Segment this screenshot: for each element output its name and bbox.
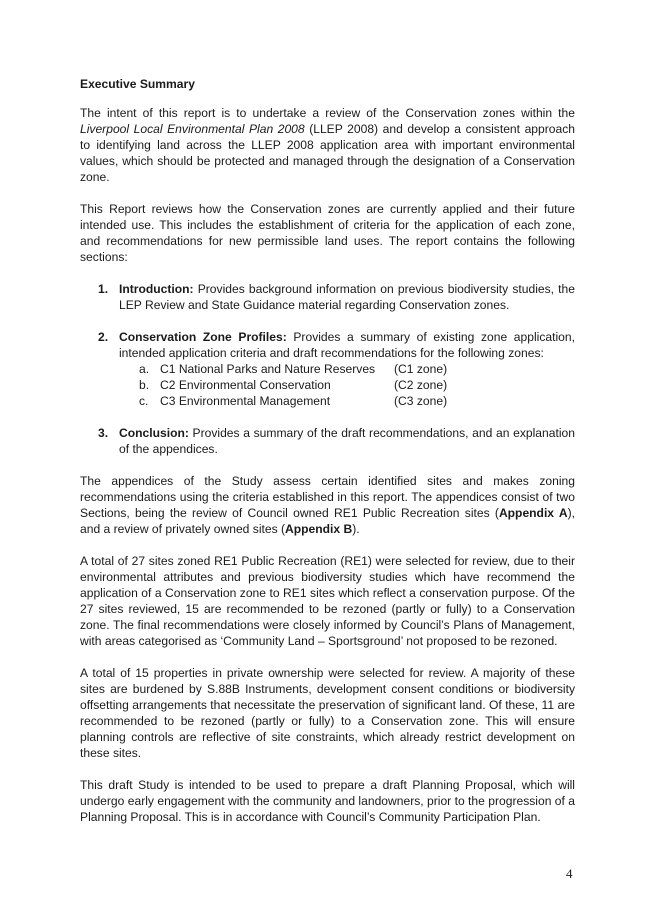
next-steps-paragraph: This draft Study is intended to be used to prepare a draft Planning Proposal, which will undergo early engagement with the community and landowners, prior to the progression of a Planning Proposal. This is in accordance with Council’s Community Participation Plan. <box>80 778 575 824</box>
page-number: 4 <box>566 866 573 881</box>
appendices-text: The appendices of the Study assess certain identified sites and makes zoning recommendations using the criteria established in this report. The appendices consist of two Sections, being the review of Council owned RE1 Public Recreation sites ( <box>80 474 575 520</box>
section-item-zone-profiles <box>80 329 575 409</box>
section-text: Provides background information on previous biodiversity studies, the LEP Review and State Guidance material regarding Conservation zones. <box>119 282 575 312</box>
section-number: 3. <box>98 426 109 440</box>
zones-sublist <box>119 361 575 409</box>
zone-name: C1 National Parks and Nature Reserves <box>160 362 376 376</box>
intro-text-end: (LLEP 2008) and develop a consistent approach to identifying land across the LLEP 2008 application area with important environmental values, which should be protected and managed through the designation of a Conservation zone. <box>80 122 576 184</box>
zone-letter: c. <box>139 394 149 408</box>
section-title: Introduction: <box>119 282 194 296</box>
section-text: Provides a summary of the draft recommendations, and an explanation of the appendices. <box>119 426 575 456</box>
private-sites-paragraph: A total of 15 properties in private ownership were selected for review. A majority of these sites are burdened by S.88B Instruments, development consent conditions or biodiversity offsetting arrangements that necessitate the preservation of significant land. Of these, 11 are recommended to be rezoned (partly or fully) to a Conservation zone. This will ensure planning controls are reflective of site constraints, which already restrict development on these sites. <box>80 666 575 760</box>
report-overview-paragraph: This Report reviews how the Conservation zones are currently applied and their future intended use. This includes the establishment of criteria for the application of each zone, and recommendations for new permissible land uses. The report contains the following sections: <box>80 202 575 264</box>
section-title: Conservation Zone Profiles: <box>119 330 287 344</box>
appendices-text: ), and a review of privately owned sites ( <box>80 506 575 536</box>
section-heading: Executive Summary <box>80 77 195 91</box>
section-number: 2. <box>98 330 109 344</box>
plan-title-italic: Liverpool Local Environmental Plan 2008 <box>80 122 305 136</box>
sections-list <box>80 281 575 457</box>
zone-item <box>119 361 575 377</box>
zone-item <box>119 377 575 393</box>
intro-text-start: The intent of this report is to undertake a review of the Conservation zones within the <box>80 106 575 120</box>
section-text: Provides a summary of existing zone application, intended application criteria and draft recommendations for the following zones: <box>119 330 575 360</box>
appendix-b-ref: Appendix B <box>285 522 353 536</box>
appendix-a-ref: Appendix A <box>498 506 568 520</box>
re1-sites-paragraph: A total of 27 sites zoned RE1 Public Recreation (RE1) were selected for review, due to their environmental attributes and previous biodiversity studies which have recommend the application of a Conservation zone to RE1 sites which reflect a conservation purpose. Of the 27 sites reviewed, 15 are recommended to be rezoned (partly or fully) to a Conservation zone. The final recommendations were closely informed by Council’s Plans of Management, with areas categorised as ‘Community Land – Sportsground’ not proposed to be rezoned. <box>80 554 575 648</box>
section-item-introduction <box>80 281 575 313</box>
zone-code: (C2 zone) <box>394 378 448 392</box>
appendices-paragraph <box>80 473 575 537</box>
zone-letter: a. <box>139 362 150 376</box>
zone-name: C3 Environmental Management <box>160 394 331 408</box>
appendices-text: ). <box>352 522 360 536</box>
zone-name: C2 Environmental Conservation <box>160 378 331 392</box>
document-page <box>80 76 575 841</box>
section-title: Conclusion: <box>119 426 189 440</box>
zone-code: (C3 zone) <box>394 394 448 408</box>
zone-letter: b. <box>139 378 150 392</box>
zone-code: (C1 zone) <box>394 362 448 376</box>
section-item-conclusion <box>80 425 575 457</box>
zone-item <box>119 393 575 409</box>
section-number: 1. <box>98 282 109 296</box>
intro-paragraph <box>80 105 575 185</box>
